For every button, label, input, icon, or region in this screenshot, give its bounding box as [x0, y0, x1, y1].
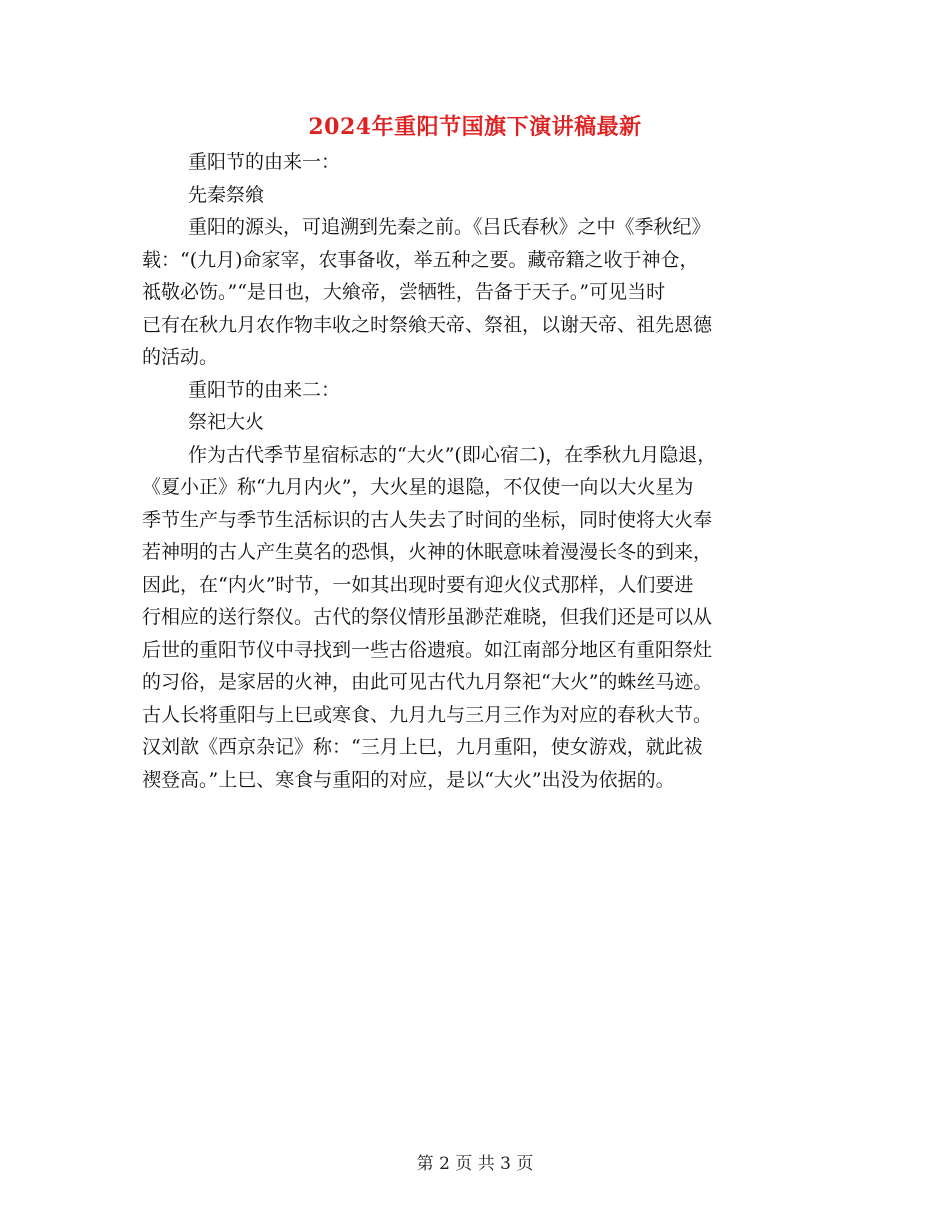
section-subheading-1: 先秦祭飨: [188, 183, 265, 206]
paragraph-line: 的活动。: [142, 346, 219, 368]
page-title: 2024年重阳节国旗下演讲稿最新: [308, 114, 642, 140]
section-heading-2: 重阳节的由来二：: [188, 378, 341, 401]
paragraph-line: 禊登高。”上巳、寒食与重阳的对应，是以“大火”出没为依据的。: [142, 768, 675, 791]
paragraph-line: 的习俗，是家居的火神，由此可见古代九月祭祀“大火”的蛛丝马迹。: [142, 671, 713, 693]
paragraph-line: 祗敬必饬。”“是日也，大飨帝，尝牺牲，告备于天子。”可见当时: [142, 281, 666, 303]
page-footer: 第 2 页 共 3 页: [416, 1154, 534, 1174]
paragraph-line: 季节生产与季节生活标识的古人失去了时间的坐标，同时使将大火奉: [142, 508, 713, 531]
paragraph-line: 《夏小正》称“九月内火”，大火星的退隐，不仅使一向以大火星为: [142, 476, 694, 498]
paragraph-line: 作为古代季节星宿标志的“大火”(即心宿二)，在季秋九月隐退，: [188, 443, 717, 466]
paragraph-line: 若神明的古人产生莫名的恐惧，火神的休眠意味着漫漫长冬的到来，: [142, 541, 713, 563]
paragraph-line: 汉刘歆《西京杂记》称：“三月上巳，九月重阳，使女游戏，就此祓: [142, 736, 703, 758]
paragraph-line: 因此，在“内火”时节，一如其出现时要有迎火仪式那样，人们要进: [142, 573, 694, 596]
paragraph-line: 古人长将重阳与上巳或寒食、九月九与三月三作为对应的春秋大节。: [142, 703, 713, 726]
paragraph-line: 重阳的源头，可追溯到先秦之前。《吕氏春秋》之中《季秋纪》: [188, 216, 711, 238]
document-body: [142, 146, 808, 796]
paragraph-line: 后世的重阳节仪中寻找到一些古俗遗痕。如江南部分地区有重阳祭灶: [142, 638, 713, 661]
section-heading-1: 重阳节的由来一：: [188, 151, 341, 173]
paragraph-line: 行相应的送行祭仪。古代的祭仪情形虽渺茫难晓，但我们还是可以从: [142, 606, 713, 628]
paragraph-line: 已有在秋九月农作物丰收之时祭飨天帝、祭祖，以谢天帝、祖先恩德: [142, 313, 713, 336]
section-subheading-2: 祭祀大火: [188, 411, 265, 433]
paragraph-line: 载：“(九月)命家宰，农事备收，举五种之要。藏帝籍之收于神仓，: [142, 248, 699, 271]
